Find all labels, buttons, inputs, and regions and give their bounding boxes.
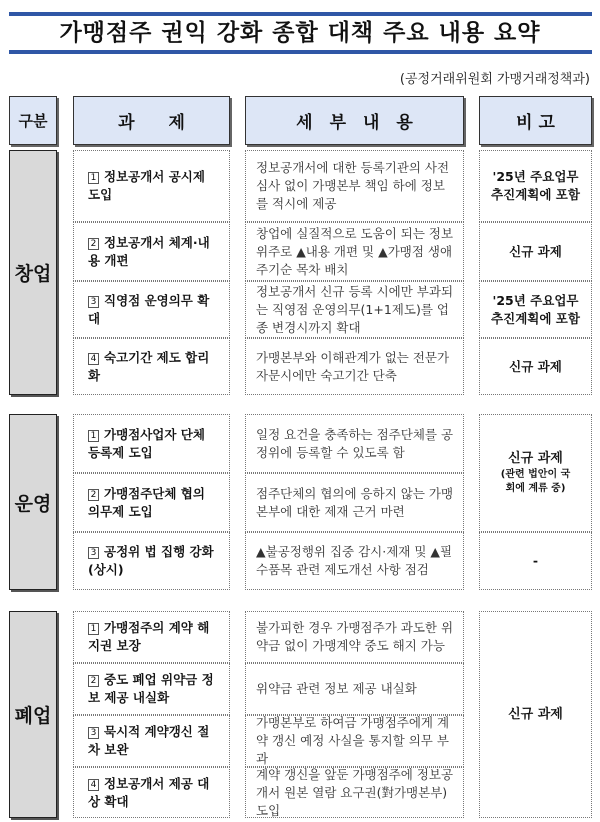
title-rule-bottom [9, 50, 592, 54]
task-cell [73, 222, 230, 281]
task-cell [73, 281, 230, 338]
note-text: '25년 주요업무 추진계획에 포함 [491, 169, 580, 202]
note-text: 신규 과제 [509, 358, 562, 374]
item-number: 2 [88, 238, 99, 250]
detail-cell [245, 222, 464, 281]
detail-cell [245, 338, 464, 395]
item-number: 4 [88, 779, 99, 791]
item-number: 2 [88, 675, 99, 687]
task-label: 숙고기간 제도 합리화 [88, 349, 210, 383]
header-note: 비 고 [479, 96, 592, 145]
task-label: 가맹점사업자 단체 등록제 도입 [88, 426, 205, 460]
task-label: 가맹점주단체 협의 의무제 도입 [88, 485, 205, 519]
note-cell [479, 281, 592, 338]
item-number: 3 [88, 296, 99, 308]
task-label: 정보공개서 체계·내용 개편 [88, 234, 210, 268]
note-text: 신규 과제 [509, 243, 562, 259]
item-number: 3 [88, 727, 99, 739]
detail-cell [245, 611, 464, 663]
detail-cell [245, 150, 464, 222]
detail-text: 정보공개서 신규 등록 시에만 부과되는 직영점 운영의무(1+1제도)를 업종 변경시까지 확대 [256, 283, 454, 335]
detail-text: 점주단체의 협의에 응하지 않는 가맹본부에 대한 제재 근거 마련 [256, 485, 454, 519]
detail-text: 정보공개서에 대한 등록기관의 사전 심사 없이 가맹본부 책임 하에 정보를 적시에 제공 [256, 160, 450, 211]
detail-cell [245, 532, 464, 590]
note-subtext: (관련 법안이 국회에 계류 중) [500, 469, 571, 494]
note-cell [479, 222, 592, 281]
note-text: - [532, 553, 539, 568]
item-number: 2 [88, 489, 99, 501]
item-number: 4 [88, 353, 99, 365]
detail-text: 계약 갱신을 앞둔 가맹점주에 정보공개서 원본 열람 요구권(對가맹본부) 도입 [256, 766, 454, 818]
item-number: 1 [88, 172, 99, 184]
task-cell [73, 338, 230, 395]
page-title: 가맹점주 권익 강화 종합 대책 주요 내용 요약 [59, 20, 541, 46]
detail-cell [245, 414, 464, 473]
header-detail: 세 부 내 용 [245, 96, 464, 145]
note-text: '25년 주요업무 추진계획에 포함 [491, 292, 580, 326]
detail-text: 가맹본부로 하여금 가맹점주에게 계약 갱신 예정 사실을 통지할 의무 부과 [256, 715, 450, 766]
task-label: 가맹점주의 계약 해지권 보장 [88, 620, 210, 653]
task-label: 정보공개서 공시제 도입 [88, 169, 205, 202]
category-2: 폐업 [9, 611, 57, 818]
category-0: 창업 [9, 150, 57, 395]
task-cell [73, 414, 230, 473]
merged-note-cell [479, 414, 592, 532]
task-cell [73, 473, 230, 532]
task-label: 공정위 법 집행 강화(상시) [88, 544, 214, 577]
task-cell [73, 663, 230, 715]
task-cell [73, 767, 230, 818]
detail-cell [245, 715, 464, 767]
task-cell [73, 715, 230, 767]
note-cell [479, 532, 592, 590]
task-cell [73, 532, 230, 590]
detail-cell [245, 473, 464, 532]
task-label: 묵시적 계약갱신 절차 보완 [88, 724, 210, 757]
detail-text: 위약금 관련 정보 제공 내실화 [256, 681, 417, 696]
merged-note-cell [479, 611, 592, 818]
detail-text: ▲불공정행위 집중 감시·제재 및 ▲필수품목 관련 제도개선 사항 점검 [256, 544, 453, 577]
task-label: 직영점 운영의무 확대 [88, 292, 210, 326]
item-number: 3 [88, 547, 99, 559]
task-label: 정보공개서 제공 대상 확대 [88, 775, 210, 809]
header-task: 과 제 [73, 96, 230, 145]
note-cell [479, 338, 592, 395]
note-text: 신규 과제 [508, 451, 563, 466]
detail-cell [245, 663, 464, 715]
header-category: 구분 [9, 96, 57, 145]
detail-text: 불가피한 경우 가맹점주가 과도한 위약금 없이 가맹계약 중도 해지 가능 [256, 620, 454, 653]
task-label: 중도 폐업 위약금 정보 제공 내실화 [88, 672, 214, 705]
category-1: 운영 [9, 414, 57, 590]
detail-text: 창업에 실질적으로 도움이 되는 정보 위주로 ▲내용 개편 및 ▲가맹점 생애주기순 목차 배치 [256, 225, 454, 277]
detail-text: 가맹본부와 이해관계가 없는 전문가 자문시에만 숙고기간 단축 [256, 349, 450, 383]
source-department: (공정거래위원회 가맹거래정책과) [399, 72, 590, 87]
detail-cell [245, 281, 464, 338]
item-number: 1 [88, 623, 99, 635]
note-cell [479, 150, 592, 222]
detail-text: 일정 요건을 충족하는 점주단체를 공정위에 등록할 수 있도록 함 [256, 426, 454, 460]
note-text: 신규 과제 [508, 706, 563, 722]
task-cell [73, 150, 230, 222]
task-cell [73, 611, 230, 663]
item-number: 1 [88, 430, 99, 442]
detail-cell [245, 767, 464, 818]
